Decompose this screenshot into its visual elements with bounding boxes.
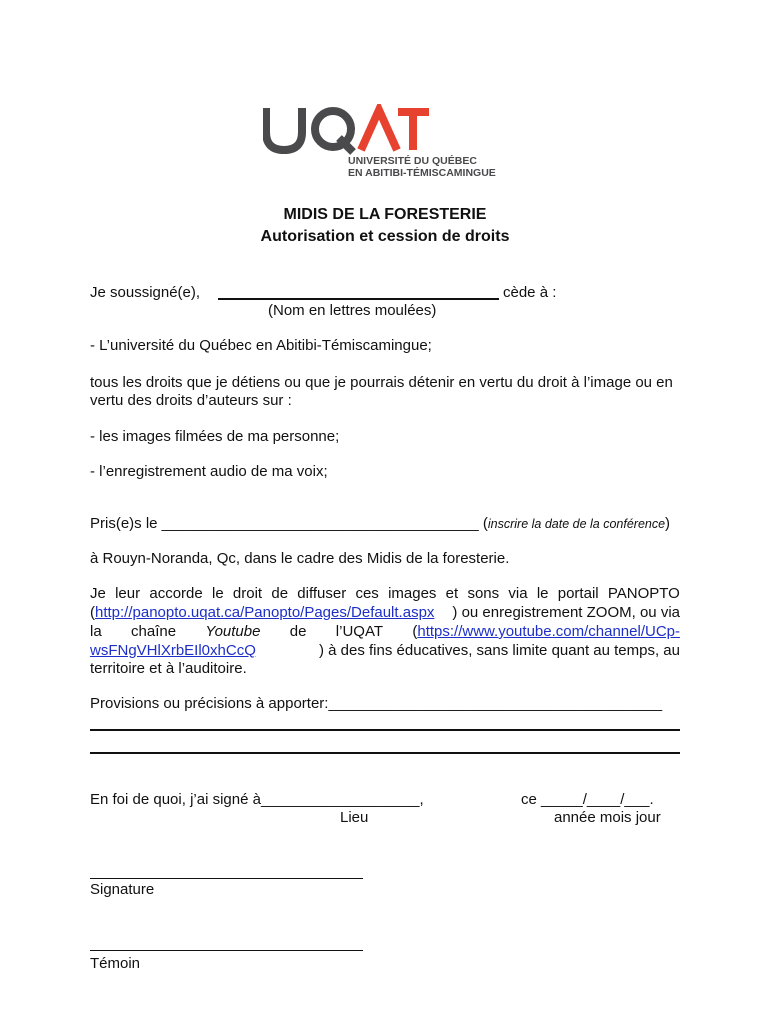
grant-word: de [289,623,307,640]
date-blank: ce _____/____/___. [521,791,654,808]
witness-label: Témoin [90,955,141,972]
grant-word: ces [355,585,379,602]
youtube-link-part2[interactable]: wsFNgVHlXrbEIl0xhCcQ [90,642,256,659]
rights-line-1: tous les droits que je détiens ou que je pourrais détenir en vertu du droit à l’image ou en [90,374,673,391]
grant-line-2 [90,604,680,621]
provisions-line-2[interactable] [90,752,680,754]
grant-word: portail [557,585,599,602]
date-paren-close: ) [665,515,671,532]
document-subtitle: Autorisation et cession de droits [260,228,510,245]
grant-paren-open: ( [412,623,418,640]
place-caption: Lieu [340,809,369,826]
grant-word-youtube: Youtube [205,623,261,640]
undersigned-label: Je soussigné(e), [90,284,201,301]
grant-line-4 [90,642,680,659]
grant-word: le [536,585,549,602]
provisions-label: Provisions ou précisions à apporter:________________________________________ [90,695,663,712]
date-paren-open: ( [482,515,488,532]
taken-label: Pris(e)s le ______________________________________ [90,515,479,532]
grant-line-1 [90,585,680,602]
grant-word: sons [467,585,500,602]
date-instruction: inscrire la date de la conférence [487,517,666,531]
signed-at-line: En foi de quoi, j’ai signé à___________________, [90,791,424,808]
grant-word: Je [90,585,106,602]
grant-word: chaîne [131,623,177,640]
item-images: - les images filmées de ma personne; [90,428,340,445]
location-line: à Rouyn-Noranda, Qc, dans le cadre des Midis de la foresterie. [90,550,510,567]
item-audio: - l’enregistrement audio de ma voix; [90,463,328,480]
grant-word: la [90,623,102,640]
grant-word: le [211,585,224,602]
grant-line-4-rest: ) à des fins éducatives, sans limite quant au temps, au [318,642,680,659]
grant-word: l’UQAT [335,623,384,640]
youtube-link-part1[interactable]: https://www.youtube.com/channel/UCp- [417,623,680,640]
signature-label: Signature [90,881,155,898]
grant-word: droit [232,585,263,602]
grant-word: diffuser [297,585,347,602]
panopto-link[interactable]: http://panopto.uqat.ca/Panopto/Pages/Default.aspx [95,604,435,621]
grant-line-5: territoire et à l’auditoire. [90,660,247,677]
name-field-line[interactable] [218,298,499,300]
rights-line-2: vertu des droits d’auteurs sur : [90,392,292,409]
grant-word: via [508,585,528,602]
uqat-logo [263,104,513,180]
grant-word: PANOPTO [607,585,680,602]
grant-line-3 [90,623,680,640]
uqat-logo-mark [266,108,429,152]
provisions-line-1[interactable] [90,729,680,731]
grant-word: images [388,585,437,602]
cede-label: cède à : [503,284,557,301]
taken-on-line [90,515,670,532]
grant-word: de [271,585,289,602]
witness-line[interactable] [90,950,363,951]
grant-paren-open: ( [90,604,95,621]
logo-line1: UNIVERSITÉ DU QUÉBEC [348,155,477,167]
logo-line2: EN ABITIBI-TÉMISCAMINGUE [348,167,496,179]
name-caption: (Nom en lettres moulées) [268,302,437,319]
signature-line[interactable] [90,878,363,879]
grant-word: accorde [149,585,203,602]
grant-word: et [445,585,459,602]
grant-line-2-rest: ) ou enregistrement ZOOM, ou via [452,604,680,621]
date-caption: année mois jour [554,809,661,826]
beneficiary-line: - L’université du Québec en Abitibi-Témiscamingue; [90,337,432,354]
grant-word: leur [115,585,141,602]
document-title: MIDIS DE LA FORESTERIE [283,206,487,223]
